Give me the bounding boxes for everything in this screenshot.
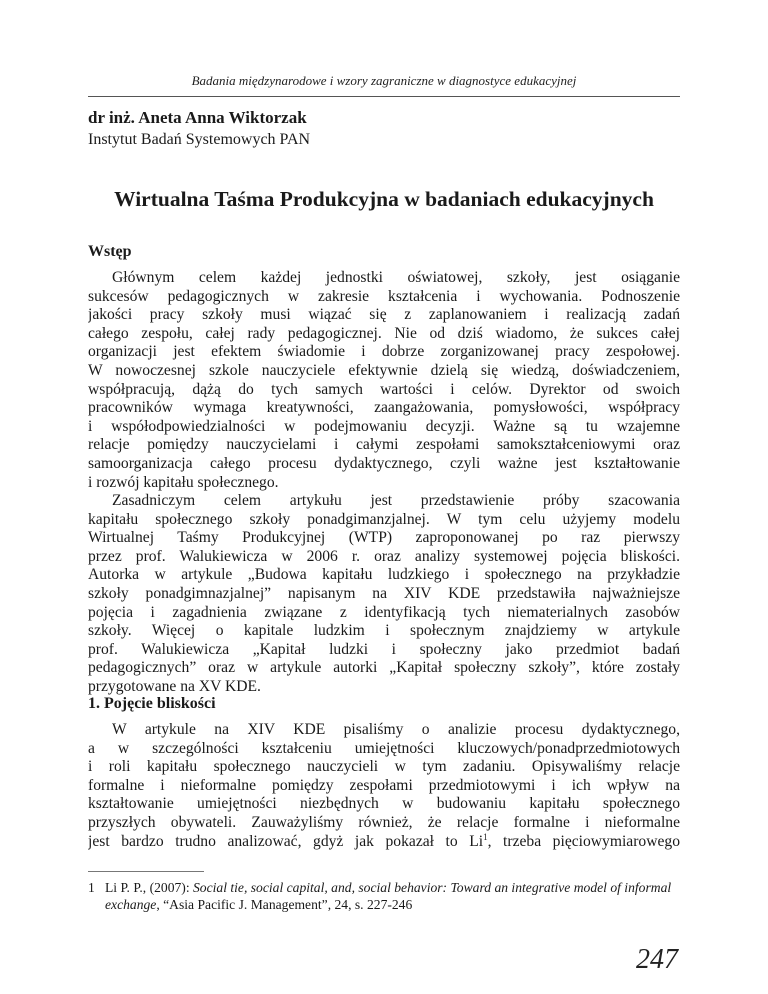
text-line: Wirtualnej Taśmy Produkcyjnej (WTP) zaproponowanej po raz pierwszy (88, 529, 680, 547)
text-line: kapitału społecznego szkoły ponadgimanzjalnej. W tym celu użyjemy modelu (88, 510, 680, 528)
section-1-paragraph-1 (88, 721, 680, 851)
footnote-authors: Li P. P., (2007): (105, 880, 193, 895)
intro-paragraph-1 (88, 269, 680, 492)
footnote-number: 1 (88, 880, 95, 895)
footnote-reference: 1 (483, 832, 488, 842)
header-rule (88, 96, 680, 97)
author-affiliation: Instytut Badań Systemowych PAN (88, 131, 311, 148)
text-line: formalne i nieformalne pomiędzy zespołami przedmiotowymi i ich wpływ na (88, 776, 680, 794)
text-line: a w szczególności kształceniu umiejętności kluczowych/ponadprzedmiotowych (88, 739, 680, 757)
text-line: współpracują, dążą do tych samych wartości i celów. Dyrektor od swoich (88, 380, 680, 398)
text-line: szkoły ponadgimnazjalnej” napisanym na XIV KDE przedstawiła najważniejsze (88, 584, 680, 602)
intro-paragraph-2 (88, 492, 680, 697)
text-line: Autorka w artykule „Budowa kapitału ludzkiego i społecznego na przykładzie (88, 566, 680, 584)
text-line: pracowników wymaga kreatywności, zaangażowania, pomysłowości, współpracy (88, 399, 680, 417)
footnote-source: , “Asia Pacific J. Management”, 24, s. 227-246 (156, 897, 413, 912)
text-line: i rozwój kapitału społecznego. (88, 473, 279, 491)
text-line: przygotowane na XV KDE. (88, 677, 261, 695)
author-name: dr inż. Aneta Anna Wiktorzak (88, 108, 307, 127)
footnote (88, 879, 680, 913)
text-line: pedagogicznych” oraz w artykule autorki „Kapitał społeczny szkoły”, które zostały (88, 659, 680, 677)
article-title: Wirtualna Taśma Produkcyjna w badaniach edukacyjnych (114, 187, 654, 211)
text-line: Zasadniczym celem artykułu jest przedstawienie próby szacowania (112, 492, 680, 509)
text-line: i roli kapitału społecznego nauczycieli w tym zadaniu. Opisywaliśmy relacje (88, 758, 680, 776)
text-line: przyszłych obywateli. Zauważyliśmy również, że relacje formalne i nieformalne (88, 813, 680, 831)
running-header: Badania międzynarodowe i wzory zagraniczne w diagnostyce edukacyjnej (191, 73, 577, 88)
text-line: W artykule na XIV KDE pisaliśmy o analizie procesu dydaktycznego, (112, 721, 680, 738)
text-line: jakości pracy szkoły musi wiązać się z zaplanowaniem i realizacją zadań (88, 306, 680, 324)
text-line-tail: , trzeba pięciowymiarowego (487, 832, 680, 850)
text-line: przez prof. Walukiewicza w 2006 r. oraz analizy systemowej pojęcia bliskości. (88, 547, 680, 565)
section-heading-intro: Wstęp (88, 243, 132, 260)
text-line: prof. Walukiewicza „Kapitał ludzki i społeczny jako przedmiot badań (88, 640, 680, 658)
footnote-title: Social tie, social capital, and, social behavior: Toward an integrative model of informal exchange (105, 880, 672, 912)
text-line: kształtowanie umiejętności niezbędnych w budowaniu kapitału społecznego (88, 795, 680, 813)
text-line: Głównym celem każdej jednostki oświatowej, szkoły, jest osiąganie (112, 269, 680, 286)
text-line: W nowoczesnej szkole nauczyciele efektywnie dzielą się wiedzą, doświadczeniem, (88, 361, 680, 379)
text-line: całego zespołu, całej rady pedagogicznej. Nie od dziś wiadomo, że sukces całej (88, 324, 680, 342)
text-line: relacje pomiędzy nauczycielami i całymi zespołami samokształceniowymi oraz (88, 436, 680, 454)
section-heading-1: 1. Pojęcie bliskości (88, 695, 216, 712)
text-line: i współodpowiedzialności w podejmowaniu decyzji. Ważne są tu wzajemne (88, 417, 680, 435)
page-number: 247 (636, 944, 678, 975)
text-line: pojęcia i zagadnienia związane z identyfikacją tych niematerialnych zasobów (88, 603, 680, 621)
text-line: samoorganizacja całego procesu dydaktycznego, czyli ważne jest kształtowanie (88, 454, 680, 472)
text-line: organizacji jest efektem świadomie i dobrze zorganizowanej pracy zespołowej. (88, 343, 680, 361)
footnote-rule (88, 871, 204, 872)
text-line: szkoły. Więcej o kapitale ludzkim i społecznym znajdziemy w artykule (88, 622, 680, 640)
text-line: jest bardzo trudno analizować, gdyż jak pokazał to Li$^1$, trzeba pięciowymiarowego (88, 832, 680, 850)
text-line: sukcesów pedagogicznych w zakresie kształcenia i wychowania. Podnoszenie (88, 287, 680, 305)
